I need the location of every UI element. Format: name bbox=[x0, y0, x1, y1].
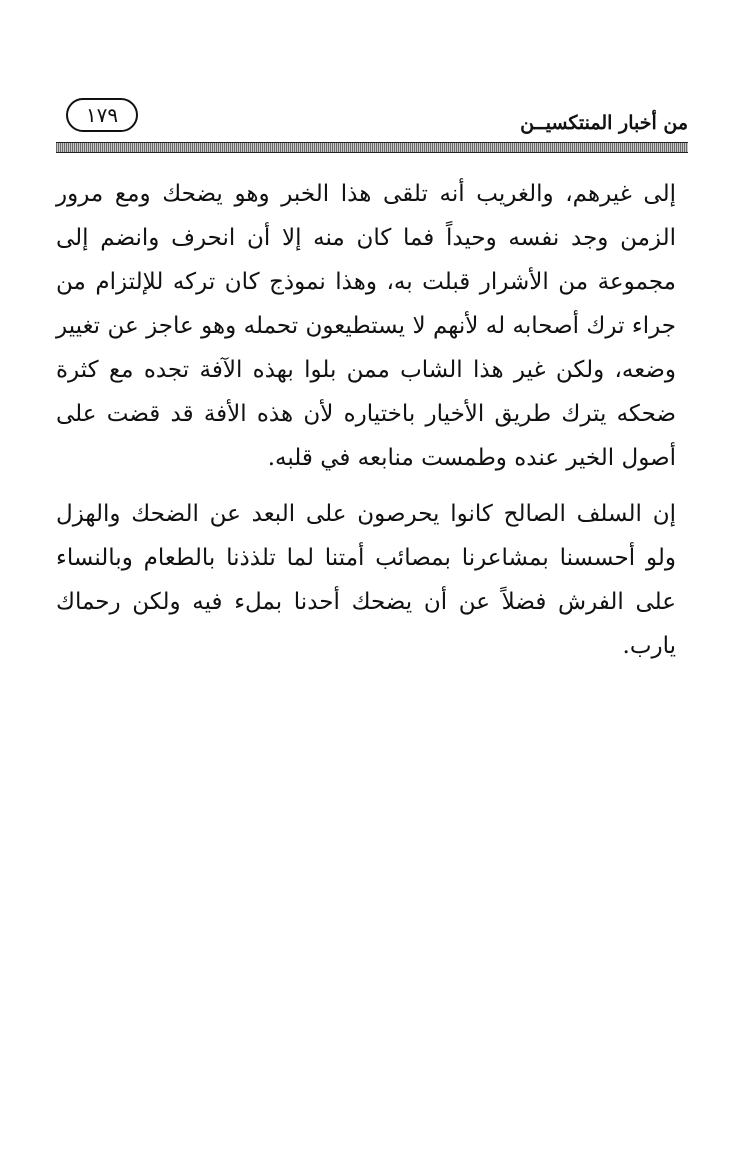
page-number-badge bbox=[66, 98, 138, 132]
paragraph: إن السلف الصالح كانوا يحرصون على البعد عن الضحك والهزل ولو أحسسنا بمشاعرنا بمصائب أمتنا لما تلذذنا بالطعام وبالنساء على الفرش فضلاً عن أن يضحك أحدنا بملء فيه ولكن رحماك يارب. bbox=[56, 501, 676, 659]
paragraph: إلى غيرهم، والغريب أنه تلقى هذا الخبر وهو يضحك ومع مرور الزمن وجد نفسه وحيداً فما كان منه إلا أن انحرف وانضم إلى مجموعة من الأشرار قبلت به، وهذا نموذج كان تركه للإلتزام من جراء ترك أصحابه له لأنهم لا يستطيعون تحمله وهو عاجز عن تغيير وضعه، ولكن غير هذا الشاب ممن بلوا بهذه الآفة تجده مع كثرة ضحكه يترك طريق الأخيار باختياره لأن هذه الأفة قد قضت على أصول الخير عنده وطمست منابعه في قلبه. bbox=[56, 181, 677, 471]
page-body bbox=[56, 172, 676, 668]
running-title: من أخبار المنتكسيــن bbox=[520, 112, 688, 134]
header-divider bbox=[56, 142, 688, 153]
page-header bbox=[56, 94, 688, 164]
page-number: ١٧٩ bbox=[85, 103, 119, 127]
